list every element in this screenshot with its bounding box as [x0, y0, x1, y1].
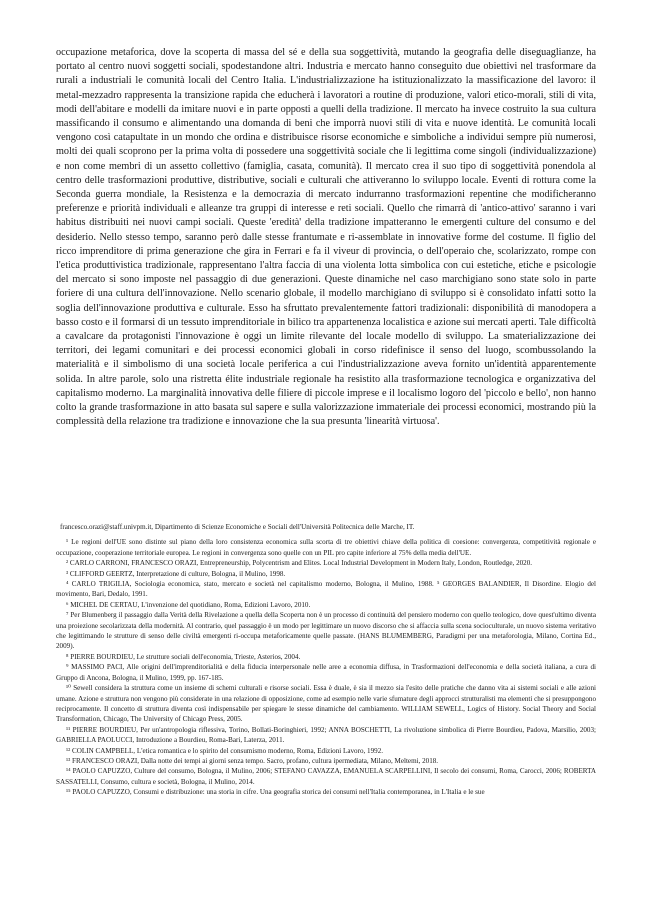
- footnote: ¹⁰ Sewell considera la struttura come un insieme di schemi culturali e risorse sociali. Essa è duale, è sia il mezzo sia l'esito delle pratiche che danno vita ai sistemi sociali e alle azioni umane. Azione e struttura non vengono più considerate in una relazione di opposizione, come ad esempio nelle varie sfumature degli approcci strutturalisti ma elementi che si presuppongono reciprocamente. Il concetto di struttura diventa così indispensabile per spiegare le stesse dinamiche del cambiamento. WILLIAM SEWELL, Logics of History. Social Theory and Social Transformation, Chicago, The University of Chicago Press, 2005.: [56, 684, 596, 724]
- footnote: ⁸ PIERRE BOURDIEU, Le strutture sociali dell'economia, Trieste, Asterios, 2004.: [66, 652, 301, 661]
- footnote: ⁶ MICHEL DE CERTAU, L'invenzione del quotidiano, Roma, Edizioni Lavoro, 2010.: [66, 600, 311, 609]
- footnote: ¹² COLIN CAMPBELL, L'etica romantica e lo spirito del consumismo moderno, Roma, Edizioni Lavoro, 1992.: [66, 746, 384, 755]
- footnote: ⁹ MASSIMO PACI, Alle origini dell'imprenditorialità e della fiducia interpersonale nelle aree a economia diffusa, in Trasformazioni dell'economia e della società italiana, a cura di Gruppo di Ancona, Bologna, il Mulino, 1999, pp. 167-185.: [56, 663, 596, 682]
- footnote: ² CARLO CARRONI, FRANCESCO ORAZI, Entrepreneurship, Polycentrism and Elites. Local Industrial Development in Modern Italy, London, Routledge, 2020.: [66, 559, 533, 568]
- body-paragraph: occupazione metaforica, dove la scoperta di massa del sé e della sua soggettività, mutando la geografia delle diseguaglianze, ha portato al centro nuovi soggetti sociali, spodestandone altri. Industria e mercato hanno conseguito due obiettivi nel trasformare da rurali a industriali le comunità locali del Centro Italia. L'industrializzazione ha istituzionalizzato la massificazione del lavoro: il metal-mezzadro rappresenta la transizione rapida che educherà i lavoratori a routine di produzione, valori etico-morali, stili di vita, modi dell'abitare e modelli da imitare nuovi e in parte opposti a quelli della tradizione. Il mercato ha invece costruito la sua cultura massificando il consumo e alimentando una domanda di beni che imporrà nuovi stili di vita e nuove identità. Le comunità locali vengono così catapultate in un mondo che ordina e distribuisce risorse economiche e simboliche a individui sempre più numerosi, molti dei quali scoprono per la prima volta di possedere una soggettività sociale che li legittima come singoli (individualizzazione) e non come membri di un assetto collettivo (famiglia, casata, comunità). Il mercato crea il suo tipo di soggettività ponendola al centro delle trasformazioni produttive, distributive, sociali e culturali che attiveranno lo sviluppo locale. Eventi di rottura come la Seconda guerra mondiale, la Resistenza e la democrazia di mercato indurranno trasformazioni repentine che modificheranno preferenze e priorità individuali e alleanze tra gruppi di interesse e reti sociali. Quello che rimarrà di 'antico-attivo' saranno i vari habitus distribuiti nei nuovi campi sociali. Queste 'eredità' della tradizione impatteranno le emergenti culture del consumo e del desiderio. Nello stesso tempo, saranno però dalle stesse frantumate e ri-assemblate in innovative forme del costume. Il figlio del ricco imprenditore di prima generazione che gira in Ferrari e fa il viveur di provincia, o dell'operaio che, scolarizzato, rompe con l'etica produttivistica tradizionale, rappresentano l'altra faccia di una violenta lotta simbolica con cui estetiche, etiche e psicologie del mercato si sono imposte nel passaggio di due generazioni. Queste dinamiche nel caso marchigiano sono state solo in parte foriere di una cultura dell'innovazione. Nello scenario globale, il modello marchigiano di sviluppo si è consolidato infatti sotto la soglia dell'innovazione produttiva e culturale. Esso ha sfruttato prevalentemente fattori tradizionali: disponibilità di manodopera a basso costo e il formarsi di un tessuto imprenditoriale in bilico tra appartenenza localistica e azione sui mercati aperti. Tale difficoltà a cavalcare da protagonisti l'innovazione è oggi un limite rilevante del locale modello di sviluppo. La smaterializzazione dei territori, dei legami comunitari e dei processi economici globali in corso ridefinisce il senso del luogo, scombussolando la materialità e il simbolismo di una società locale periferica a cui l'industrializzazione aveva fornito un'identità apparentemente solida. In altre parole, solo una ristretta élite industriale regionale ha resistito alla trasformazione tecnologica e organizzativa del capitalismo moderno. La marginalità innovativa delle filiere di piccole imprese e il localismo logoro del 'piccolo e bello', non hanno colto la grande trasformazione in atto basata sul sapere e sulla valorizzazione immateriale dei processi economici, mostrando più la complessità della relazione tra tradizione e innovazione che la sua presunta 'linearità virtuosa'.: [56, 47, 596, 428]
- footnote: ¹¹ PIERRE BOURDIEU, Per un'antropologia riflessiva, Torino, Bollati-Boringhieri, 1992; ANNA BOSCHETTI, La rivoluzione simbolica di Pierre Bourdieu, Padova, Marsilio, 2003; GABRIELLA PAOLUCCI, Introduzione a Bourdieu, Roma-Bari, Laterza, 2011.: [56, 725, 596, 745]
- footnote: ⁷ Per Blumenberg il passaggio dalla Verità della Rivelazione a quella della Scoperta non è un processo di continuità del pensiero moderno con quello teologico, dove quest'ultimo diventa una proiezione secolarizzata della modernità. Al contrario, quel passaggio è un modo per legittimare un nuovo discorso che si affaccia sulla scena socioculturale, un nuovo sistema veritativo che legittimando le strutture di senso delle civiltà emergenti ri-occupa metaforicamente quelle passate. (HANS BLUMEMBERG, Paradigmi per una metaforologia, Milano, Cortina Ed., 2009).: [56, 611, 596, 651]
- footnote: ¹⁵ PAOLO CAPUZZO, Consumi e distribuzione: una storia in cifre. Una geografia storica dei consumi nell'Italia contemporanea, in L'Italia e le sue: [66, 788, 485, 797]
- footnote: ⁴ CARLO TRIGILIA, Sociologia economica, stato, mercato e società nel capitalismo moderno, Bologna, il Mulino, 1988. ⁵ GEORGES BALANDIER, Il Disordine. Elogio del movimento, Bari, Dedalo, 1991.: [56, 580, 596, 599]
- footnotes-section: [56, 522, 596, 798]
- footnote: ³ CLIFFORD GEERTZ, Interpretazione di culture, Bologna, il Mulino, 1998.: [66, 569, 286, 578]
- footnote: ¹³ FRANCESCO ORAZI, Dalla notte dei tempi ai giorni senza tempo. Sacro, profano, cultura ipermediata, Milano, Meltemi, 2018.: [66, 756, 439, 765]
- author-affiliation: francesco.orazi@staff.univpm.it, Dipartimento di Scienze Economiche e Sociali dell'Università Politecnica delle Marche, IT.: [60, 523, 415, 531]
- footnote: ¹⁴ PAOLO CAPUZZO, Culture del consumo, Bologna, il Mulino, 2006; STEFANO CAVAZZA, EMANUELA SCARPELLINI, Il secolo dei consumi, Roma, Carocci, 2006; ROBERTA SASSATELLI, Consumo, cultura e società, Bologna, il Mulino, 2014.: [56, 767, 596, 786]
- footnote: ¹ Le regioni dell'UE sono distinte sul piano della loro consistenza economica sulla scorta di tre obiettivi chiave della politica di coesione: convergenza, competitività regionale e occupazione, cooperazione territoriale europea. Le regioni in convergenza sono quelle con un PIL pro capite inferiore al 75% della media dell'UE.: [56, 538, 596, 557]
